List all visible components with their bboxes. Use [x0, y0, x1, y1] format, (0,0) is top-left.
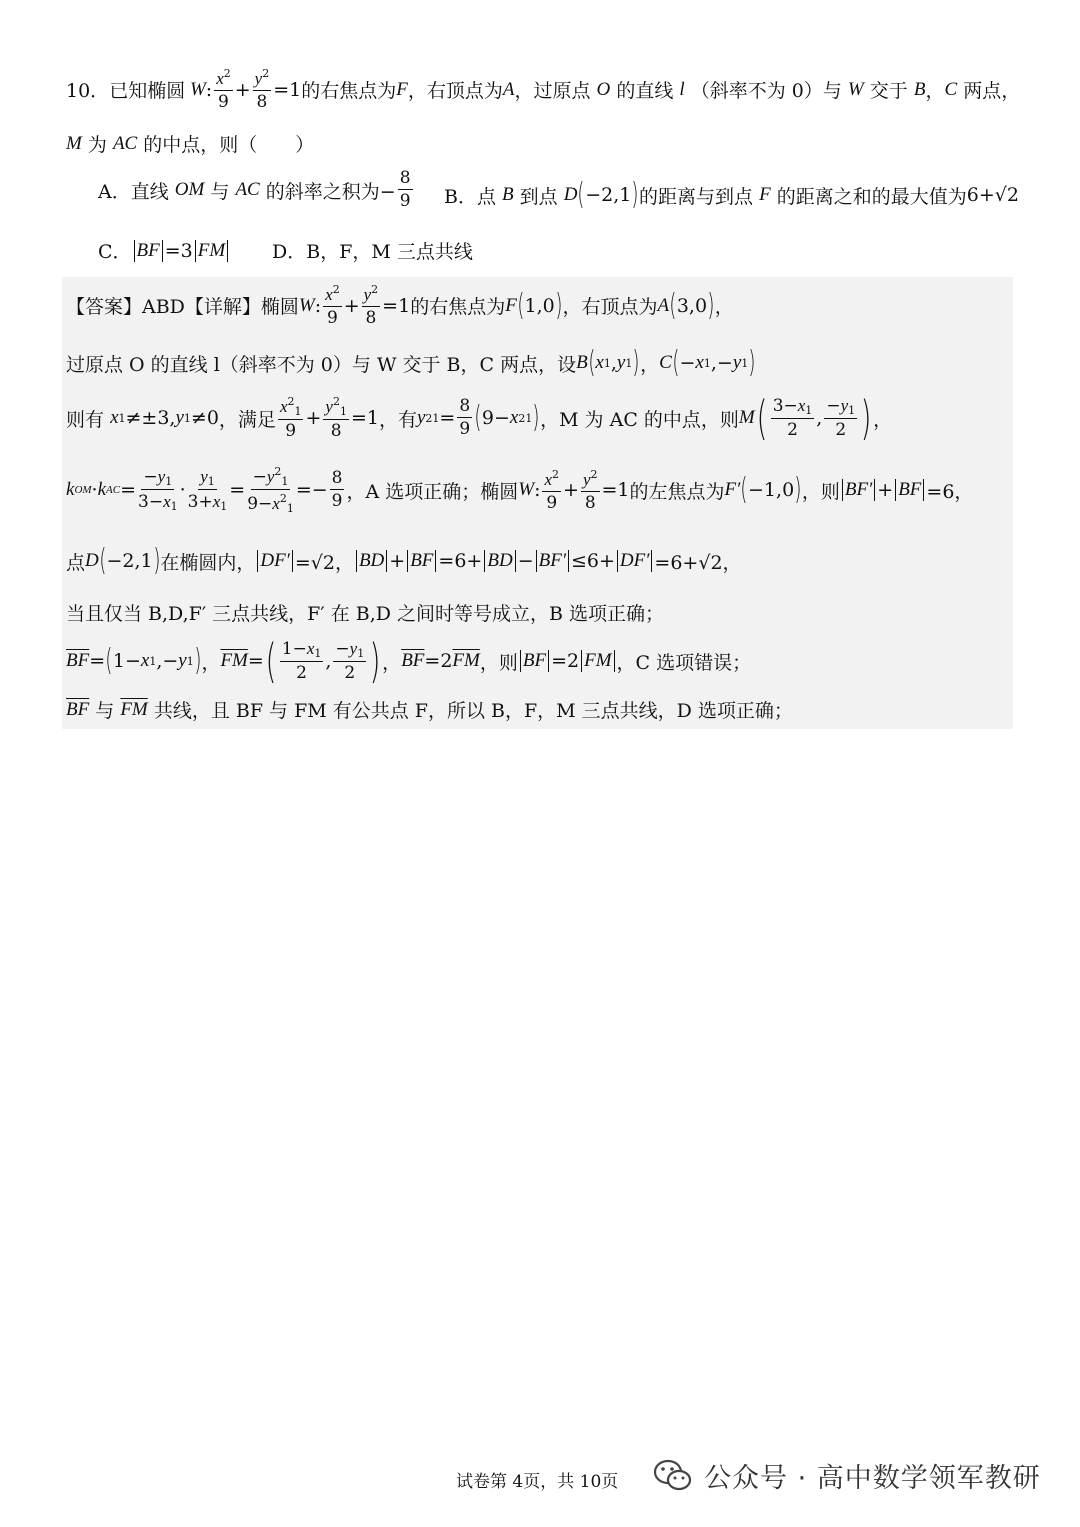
wechat-watermark	[654, 1456, 1041, 1495]
answer-line-6: 当且仅当 B,D,F′ 三点共线，F′ 在 B,D 之间时等号成立，B 选项正确；	[66, 603, 665, 625]
question-line-2: M 为 AC 的中点，则（ ）	[66, 132, 315, 156]
option-a: A．直线 OM 与 AC 的斜率之积为− $\frac{8}{9}$	[98, 168, 411, 211]
answer-line-1: 【答案】ABD【详解】椭圆 W : $\frac{x^2}{9}$ + $\frac{y^2}{8}$ =1 的右焦点为 F ( 1,0 ) ，右顶点为 A ( 3,0 ) ，	[66, 283, 734, 328]
answer-line-5: 点 D ( −2,1 ) 在椭圆内， DF′ =√2， BD + BF =6+ BD − BF′ ≤6+ DF′ =6+√2，	[66, 543, 742, 578]
answer-line-4: k OM · k AC = $\frac{-y_1}{3-x_1}$ · $\frac{y_1}{3+x_1}$ = $\frac{-y^2_1}{9-x^2_1}$ =− $\frac{8}{9}$ ，A 选项正确；椭圆 W : $\frac{x^2}{9}$ + $\frac{y^2}{8}$ =1 的左焦点为 F′ ( −1,0 ) ，则 BF′ + BF =6，	[66, 465, 974, 515]
answer-line-2: 过原点 O 的直线 l（斜率不为 0）与 W 交于 B，C 两点，设 B ( x 1 , y 1 ) ， C ( − x 1 ,− y 1 )	[66, 345, 756, 380]
fraction: $\frac{y^2}{8}$	[254, 67, 270, 112]
option-d: D． B，F，M 三点共线	[272, 241, 473, 263]
answer-line-8: $\overline{BF}$ 与 $\overline{FM}$ 共线，且 BF 与 FM 有公共点 F，所以 B，F，M 三点共线，D 选项正确；	[66, 698, 793, 722]
option-b: B．点 B 到点 D ( −2,1 ) 的距离与到点 F 的距离之和的最大值为 6+√2	[444, 177, 1019, 212]
question-number: 10．	[66, 80, 110, 102]
option-c: C． BF =3 FM	[98, 237, 230, 264]
answer-line-3: 则有 x 1 ≠±3, y 1 ≠0 ，满足 $\frac{x^2_1}{9}$ + $\frac{y^2_1}{8}$ =1 ，有 y 2 1 = $\frac{8}{9}$ ( 9− x 2 1 ) ，M 为 AC 的中点，则 M ( $\frac{3-x_1}{2}$ , $\frac{-y_1}{2}$ ) ，	[66, 391, 893, 445]
fraction: $\frac{x^2}{9}$	[216, 67, 231, 112]
page-number: 试卷第 4页，共 10页	[456, 1472, 619, 1492]
answer-line-7: $\overline{BF}$ = ( 1− x 1 ,− y 1 ) ， $\overline{FM}$ = ( $\frac{1-x_1}{2}$ , $\frac{-y_1}{2}$ ) ， $\overline{BF}$ =2 $\overline{FM}$ ，则 BF =2 FM ，C 选项错误；	[66, 634, 752, 688]
question-line-1: 10． 已知椭圆 W : $\frac{x^2}{9}$ + $\frac{y^2}{8}$ =1 的右焦点为 F ，右顶点为 A ，过原点 O 的直线 l （斜率不为 0）与 W 交于 B ， C 两点，	[66, 67, 1021, 112]
wechat-account-name: 公众号 · 高中数学领军教研	[704, 1463, 1041, 1494]
wechat-icon	[654, 1459, 692, 1493]
